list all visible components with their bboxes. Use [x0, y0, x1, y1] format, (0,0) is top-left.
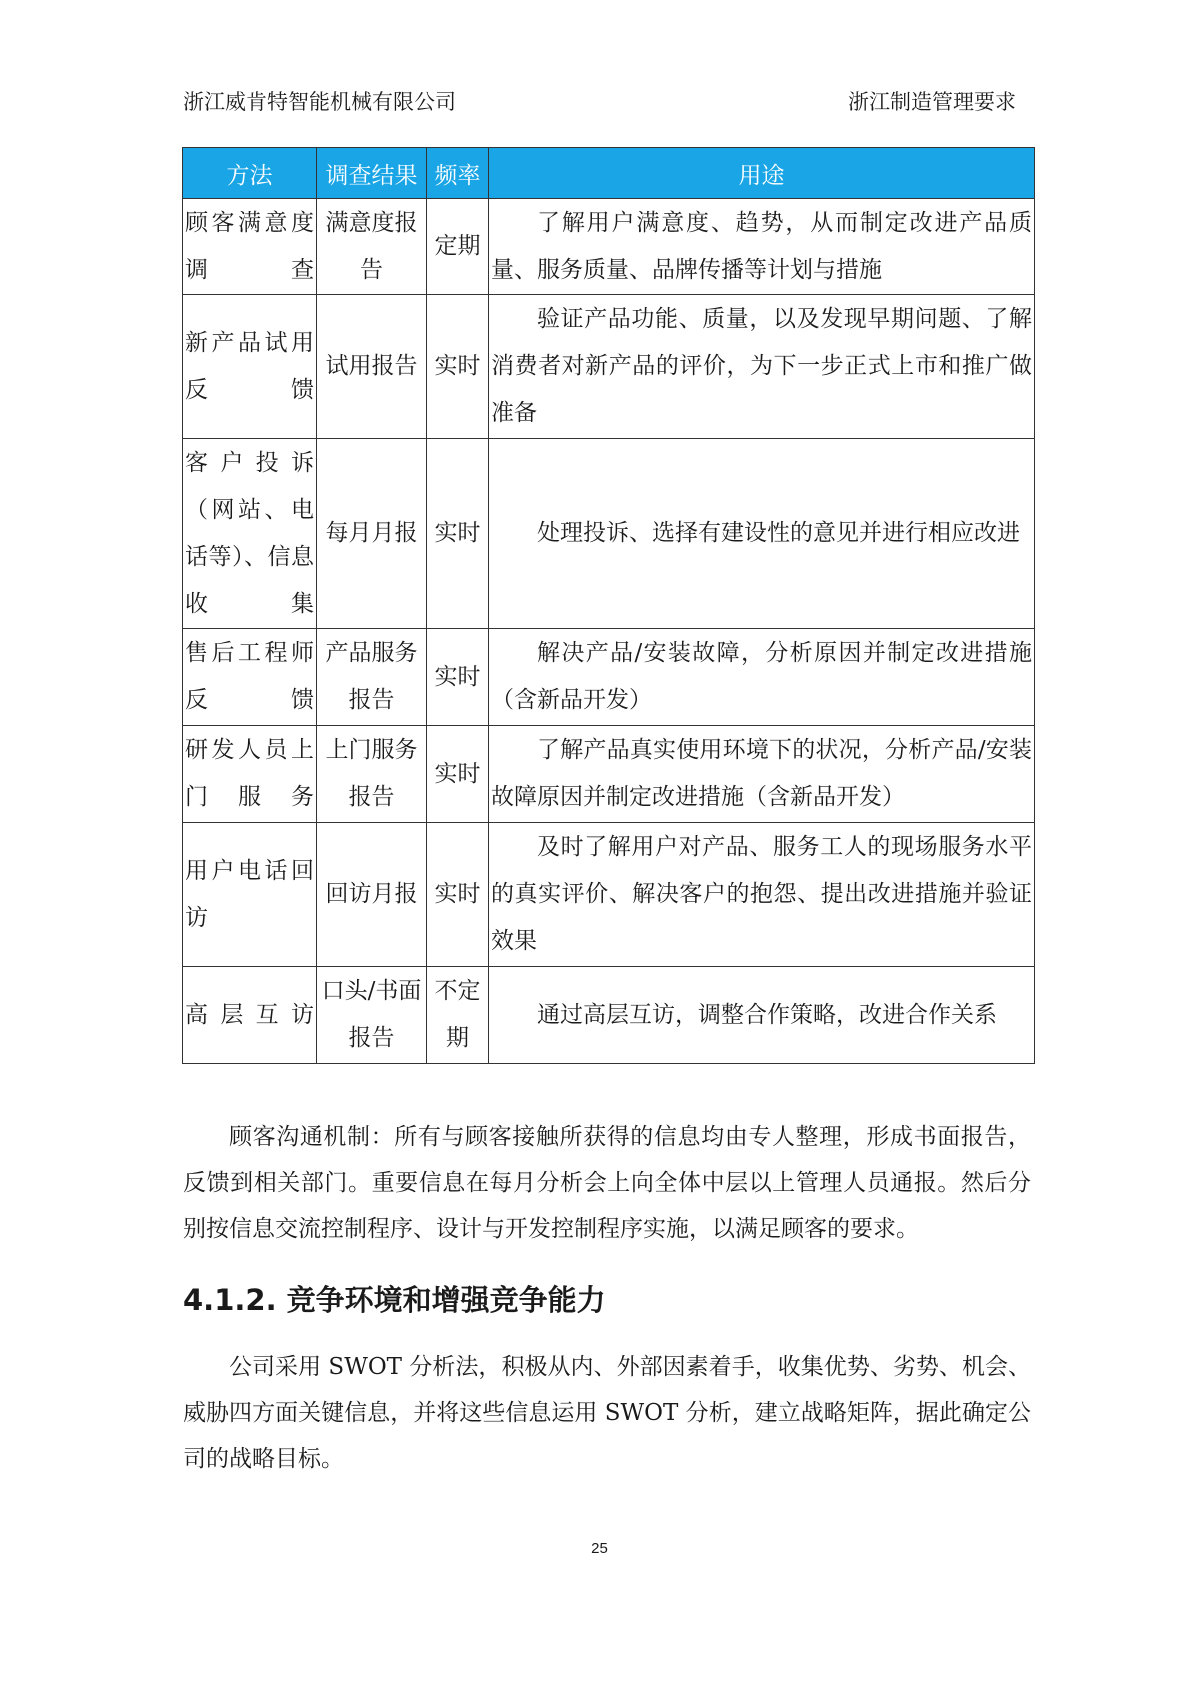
cell-method: 客户投诉（网站、电话等）、信息收集: [183, 439, 317, 629]
header-purpose: 用途: [489, 148, 1035, 199]
header-frequency: 频率: [427, 148, 489, 199]
cell-result: 产品服务报告: [317, 629, 427, 726]
cell-result: 回访月报: [317, 823, 427, 967]
header-method: 方法: [183, 148, 317, 199]
cell-frequency: 不定期: [427, 967, 489, 1064]
cell-purpose: 解决产品/安装故障，分析原因并制定改进措施（含新品开发）: [489, 629, 1035, 726]
table-row: [183, 629, 1035, 726]
section-heading: 4.1.2. 竞争环境和增强竞争能力: [183, 1283, 606, 1317]
table-row: [183, 295, 1035, 439]
header-doc-title: 浙江制造管理要求: [848, 90, 1016, 114]
cell-purpose: 通过高层互访，调整合作策略，改进合作关系: [489, 967, 1035, 1064]
page-number: 25: [591, 1540, 608, 1557]
cell-frequency: 实时: [427, 726, 489, 823]
survey-methods-table: [182, 147, 1035, 1064]
cell-result: 满意度报告: [317, 199, 427, 295]
cell-method: 售后工程师反馈: [183, 629, 317, 726]
cell-purpose: 了解产品真实使用环境下的状况，分析产品/安装故障原因并制定改进措施（含新品开发）: [489, 726, 1035, 823]
cell-frequency: 实时: [427, 823, 489, 967]
cell-method: 研发人员上门服务: [183, 726, 317, 823]
cell-purpose: 验证产品功能、质量，以及发现早期问题、了解消费者对新产品的评价，为下一步正式上市和推广做准备: [489, 295, 1035, 439]
cell-result: 口头/书面报告: [317, 967, 427, 1064]
customer-communication-paragraph: 顾客沟通机制：所有与顾客接触所获得的信息均由专人整理，形成书面报告，反馈到相关部门。重要信息在每月分析会上向全体中层以上管理人员通报。然后分别按信息交流控制程序、设计与开发控制程序实施，以满足顾客的要求。: [183, 1124, 1031, 1242]
cell-method: 高层互访: [183, 967, 317, 1064]
cell-result: 上门服务报告: [317, 726, 427, 823]
cell-frequency: 实时: [427, 439, 489, 629]
cell-method: 顾客满意度调查: [183, 199, 317, 295]
cell-result: 每月月报: [317, 439, 427, 629]
cell-frequency: 实时: [427, 629, 489, 726]
cell-method: 用户电话回访: [183, 823, 317, 967]
swot-paragraph: 公司采用 SWOT 分析法，积极从内、外部因素着手，收集优势、劣势、机会、威胁四方面关键信息，并将这些信息运用 SWOT 分析，建立战略矩阵，据此确定公司的战略目标。: [183, 1354, 1031, 1472]
cell-frequency: 实时: [427, 295, 489, 439]
cell-purpose: 及时了解用户对产品、服务工人的现场服务水平的真实评价、解决客户的抱怨、提出改进措施并验证效果: [489, 823, 1035, 967]
table-row: [183, 439, 1035, 629]
table-row: [183, 726, 1035, 823]
cell-method: 新产品试用反馈: [183, 295, 317, 439]
cell-result: 试用报告: [317, 295, 427, 439]
header-result: 调查结果: [317, 148, 427, 199]
table-row: [183, 823, 1035, 967]
table-body: [183, 199, 1035, 1064]
header-company: 浙江威肯特智能机械有限公司: [183, 90, 456, 114]
table-row: [183, 199, 1035, 295]
cell-frequency: 定期: [427, 199, 489, 295]
table-row: [183, 967, 1035, 1064]
table-header-row: [183, 148, 1035, 199]
page-header: [183, 84, 1016, 120]
cell-purpose: 处理投诉、选择有建设性的意见并进行相应改进: [489, 439, 1035, 629]
cell-purpose: 了解用户满意度、趋势，从而制定改进产品质量、服务质量、品牌传播等计划与措施: [489, 199, 1035, 295]
